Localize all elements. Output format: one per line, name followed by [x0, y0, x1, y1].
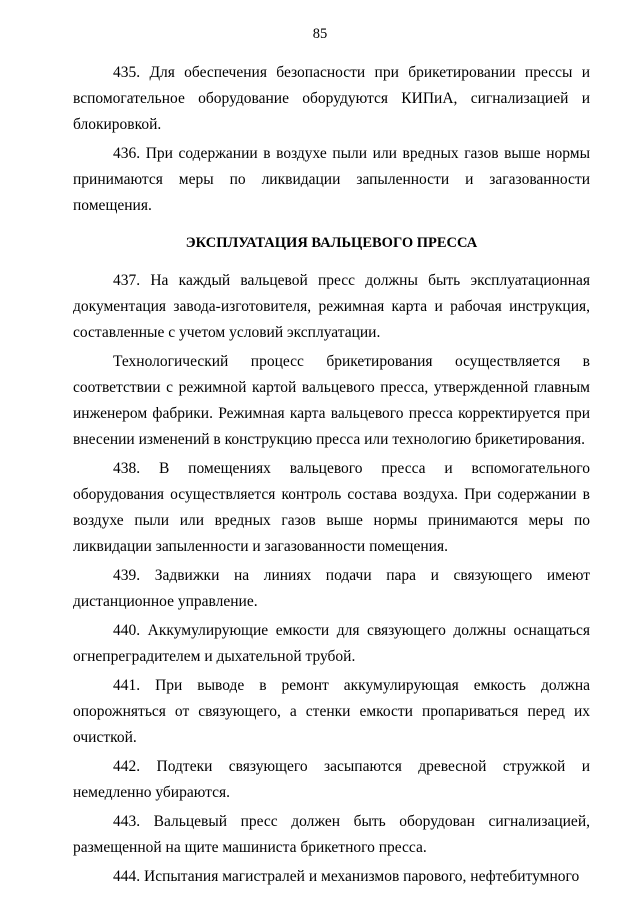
paragraph-441: 441. При выводе в ремонт аккумулирующая емкость должна опорожняться от связующего, а стенки емкости пропариваться перед их очисткой. [73, 677, 590, 746]
paragraph-437: 437. На каждый вальцевой пресс должны быть эксплуатационная документация завода-изготовителя, режимная карта и рабочая инструкция, составленные с учетом условий эксплуатации. [73, 272, 590, 341]
paragraph-435: 435. Для обеспечения безопасности при брикетировании прессы и вспомогательное оборудование оборудуются КИПиА, сигнализацией и блокировкой. [73, 64, 590, 133]
paragraph-437-continued: Технологический процесс брикетирования осуществляется в соответствии с режимной картой вальцевого пресса, утвержденной главным инженером фабрики. Режимная карта вальцевого пресса корректируется при внесении изменений в конструкцию пресса или технологию брикетирования. [73, 353, 590, 448]
document-body [73, 60, 590, 893]
paragraph-439: 439. Задвижки на линиях подачи пара и связующего имеют дистанционное управление. [73, 567, 590, 610]
paragraph-440: 440. Аккумулирующие емкости для связующего должны оснащаться огнепреградителем и дыхательной трубой. [73, 622, 590, 665]
section-heading: ЭКСПЛУАТАЦИЯ ВАЛЬЦЕВОГО ПРЕССА [185, 235, 478, 251]
paragraph-438: 438. В помещениях вальцевого пресса и вспомогательного оборудования осуществляется контроль состава воздуха. При содержании в воздухе пыли или вредных газов выше нормы принимаются меры по ликвидации запыленности и загазованности помещения. [73, 460, 590, 555]
paragraph-436: 436. При содержании в воздухе пыли или вредных газов выше нормы принимаются меры по ликвидации запыленности и загазованности помещения. [73, 145, 590, 214]
paragraph-442: 442. Подтеки связующего засыпаются древесной стружкой и немедленно убираются. [73, 758, 590, 801]
paragraph-444: 444. Испытания магистралей и механизмов парового, нефтебитумного [113, 868, 580, 885]
page-number: 85 [312, 26, 328, 42]
paragraph-443: 443. Вальцевый пресс должен быть оборудован сигнализацией, размещенной на щите машиниста брикетного пресса. [73, 813, 590, 856]
